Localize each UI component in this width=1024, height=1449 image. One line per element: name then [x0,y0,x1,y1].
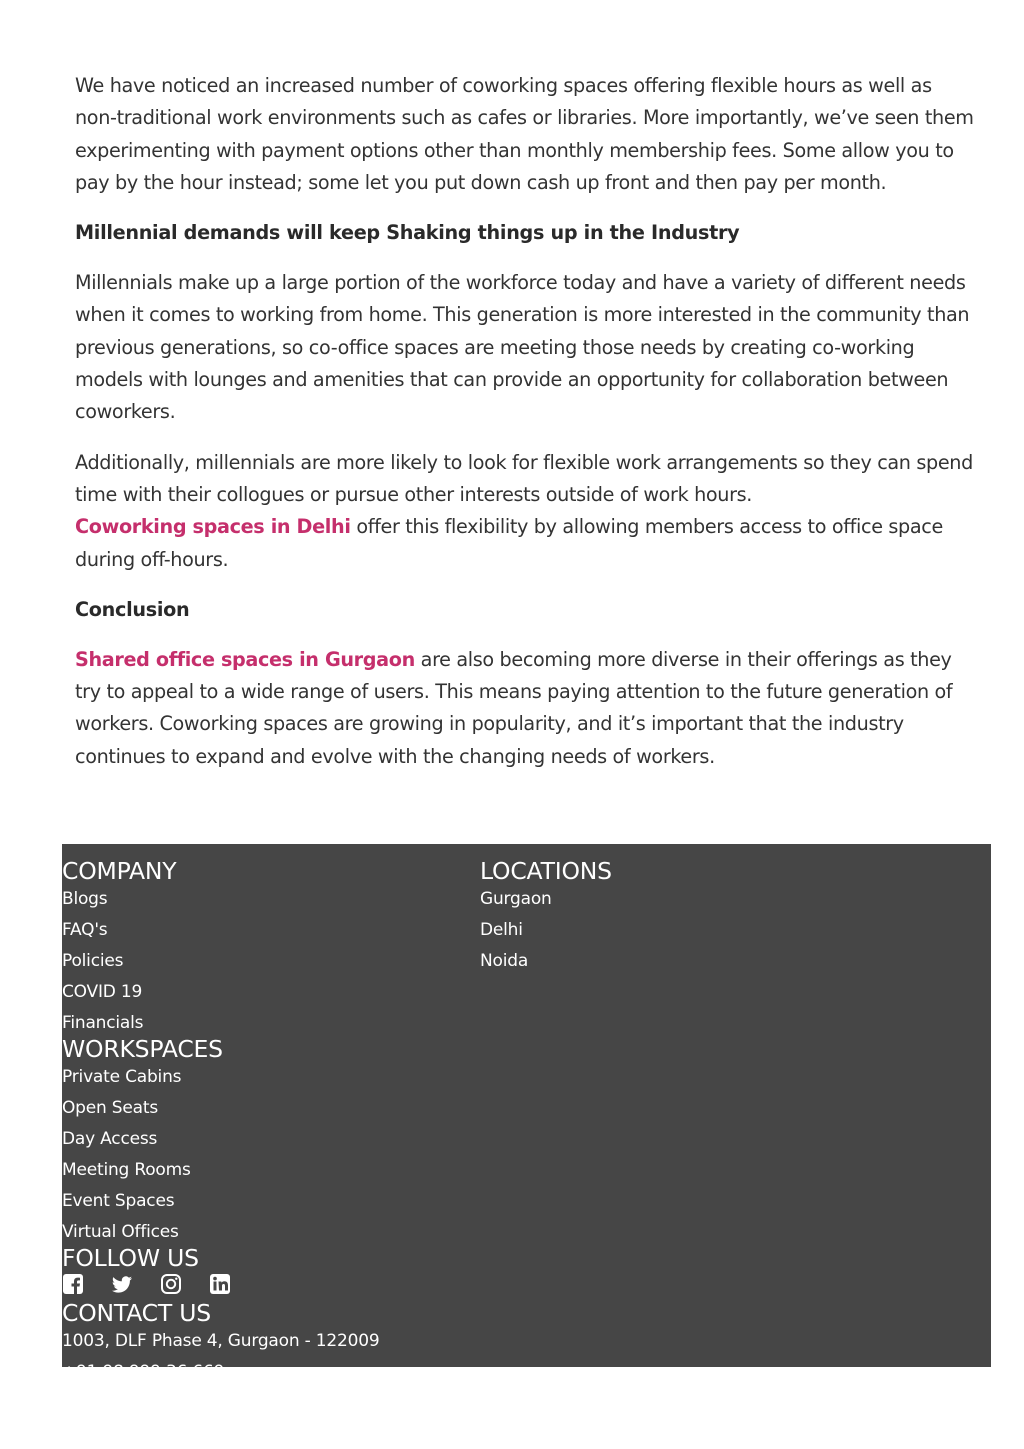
facebook-icon[interactable] [62,1273,111,1295]
footer-contact-title: CONTACT US [62,1299,212,1327]
footer-follow [62,1245,462,1295]
shared-office-gurgaon-link[interactable]: Shared office spaces in Gurgaon [75,647,415,671]
footer-link-private-cabins[interactable]: Private Cabins [62,1067,182,1087]
footer-link-day-access[interactable]: Day Access [62,1129,158,1149]
footer-company [62,857,462,1033]
footer-locations [480,858,780,977]
footer-link-gurgaon[interactable]: Gurgaon [480,889,552,909]
linkedin-icon[interactable] [209,1273,258,1295]
footer-contact-list [62,1326,462,1388]
twitter-icon[interactable] [111,1273,160,1295]
paragraph-flexibility-text: Additionally, millennials are more likely to look for flexible work arrangements so they can spend time with their collogues or pursue other interests outside of work hours. [75,450,973,506]
paragraph-flexibility [75,447,975,576]
paragraph-millennials: Millennials make up a large portion of the workforce today and have a variety of different needs when it comes to working from home. This generation is more interested in the community than previous generations, so co-office spaces are meeting those needs by creating co-working models with lounges and amenities that can provide an opportunity for collaboration between coworkers. [75,271,970,424]
site-footer [62,844,991,1382]
social-icons [62,1273,462,1295]
footer-link-faqs[interactable]: FAQ's [62,920,108,940]
footer-link-blogs[interactable]: Blogs [62,889,108,909]
footer-link-open-seats[interactable]: Open Seats [62,1098,158,1118]
footer-workspaces [62,1035,462,1242]
footer-link-noida[interactable]: Noida [480,951,529,971]
coworking-delhi-link[interactable]: Coworking spaces in Delhi [75,515,351,539]
footer-link-delhi[interactable]: Delhi [480,920,523,940]
footer-link-virtual-offices[interactable]: Virtual Offices [62,1222,179,1242]
footer-workspaces-list [62,1062,462,1242]
footer-left-column [62,858,462,1388]
paragraph-flexibility-tail: offer this flexibility by allowing members access to office space during off-hours. [75,515,943,571]
contact-phone[interactable]: +91 98 999 36 669 [62,1362,225,1382]
heading-conclusion: Conclusion [75,597,190,621]
article-body [75,70,975,791]
footer-workspaces-title: WORKSPACES [62,1035,223,1063]
footer-locations-title: LOCATIONS [480,857,612,885]
footer-right-column [480,858,780,977]
footer-locations-list [480,884,780,977]
footer-link-policies[interactable]: Policies [62,951,124,971]
contact-address: 1003, DLF Phase 4, Gurgaon - 122009 [62,1331,380,1351]
paragraph-conclusion-tail: are also becoming more diverse in their offerings as they try to appeal to a wide range of users. This means paying attention to the future generation of workers. Coworking spaces are growing in popularity, and it’s important that the industry continues to expand and evolve with the changing needs of workers. [75,647,953,768]
footer-link-covid19[interactable]: COVID 19 [62,982,143,1002]
footer-link-event-spaces[interactable]: Event Spaces [62,1191,175,1211]
instagram-icon[interactable] [160,1273,209,1295]
paragraph-conclusion [75,644,975,773]
footer-follow-title: FOLLOW US [62,1244,199,1272]
footer-contact [62,1300,462,1388]
footer-company-list [62,884,462,1033]
footer-link-meeting-rooms[interactable]: Meeting Rooms [62,1160,191,1180]
paragraph-intro: We have noticed an increased number of coworking spaces offering flexible hours as well as non-traditional work environments such as cafes or libraries. More importantly, we’ve seen them experimenting with payment options other than monthly membership fees. Some allow you to pay by the hour instead; some let you put down cash up front and then pay per month. [75,74,974,194]
heading-millennial-demands: Millennial demands will keep Shaking things up in the Industry [75,221,740,245]
footer-company-title: COMPANY [62,857,177,885]
footer-link-financials[interactable]: Financials [62,1013,144,1033]
